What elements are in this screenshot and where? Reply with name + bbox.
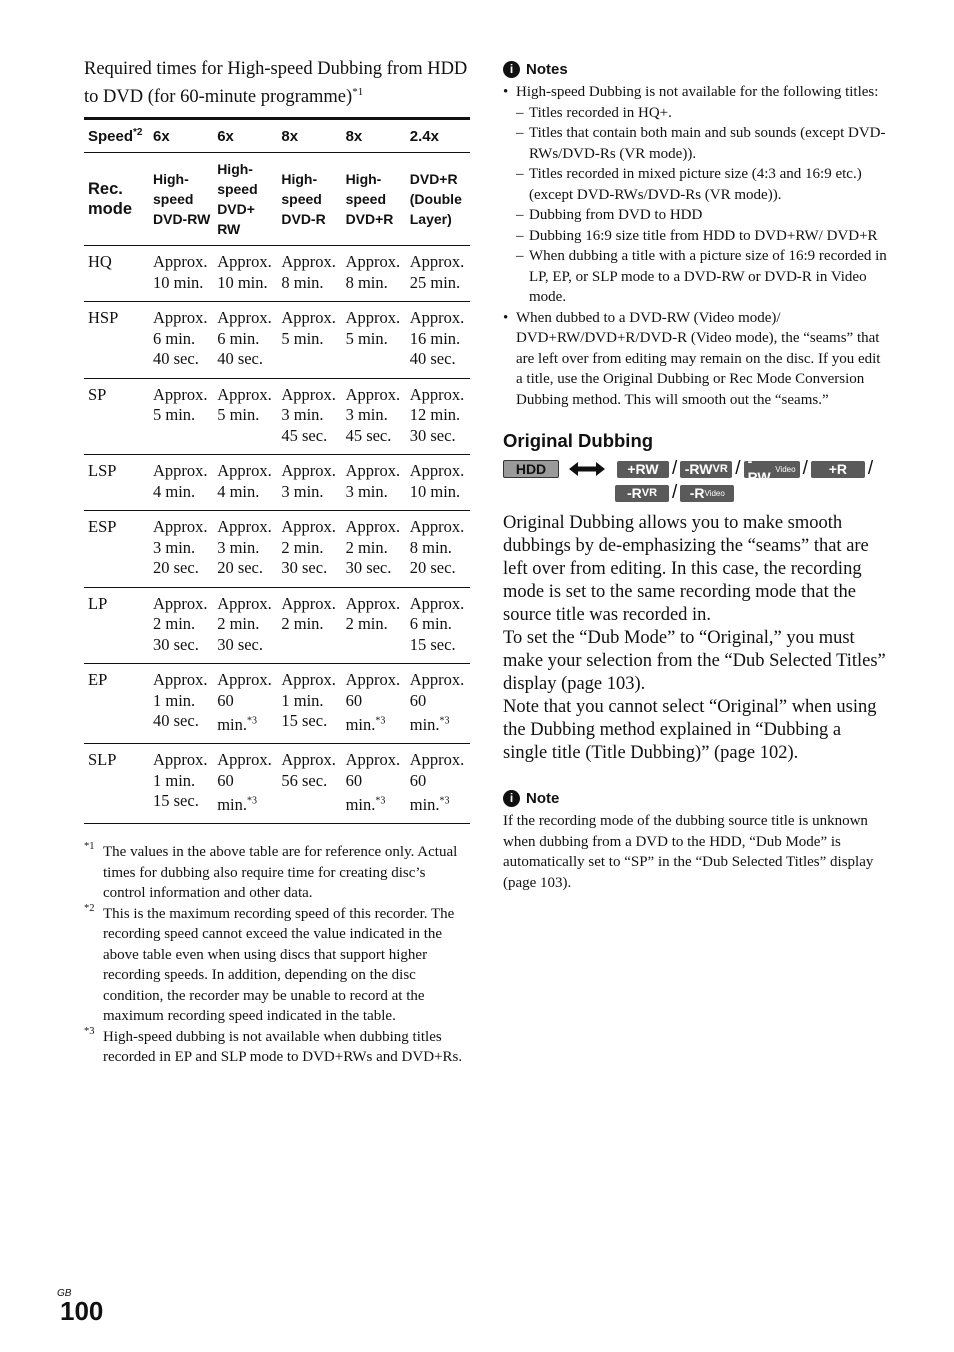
- badge-sub: Video: [775, 464, 796, 474]
- time-cell: [277, 455, 341, 511]
- table-caption: [84, 58, 470, 109]
- time-cell: [277, 744, 341, 824]
- time-cell: [213, 302, 277, 379]
- time-line: 40 sec.: [409, 349, 456, 369]
- original-dubbing-heading: Original Dubbing: [503, 430, 654, 451]
- time-line: Approx.: [217, 384, 272, 404]
- footnote-mark: *3: [246, 715, 257, 727]
- time-line: Approx.: [153, 517, 208, 537]
- time-line: Approx.: [345, 670, 401, 690]
- time-line: 40 sec.: [217, 349, 264, 369]
- media-cell: [149, 153, 213, 246]
- time-line: Approx.: [153, 252, 208, 272]
- footnote: [84, 842, 470, 904]
- time-line: 5 min.: [153, 405, 196, 425]
- rec-mode-label: Rec. mode: [84, 153, 149, 246]
- time-cell: [277, 378, 341, 455]
- media-line: DVD+: [217, 201, 255, 218]
- media-line: Layer): [409, 211, 452, 228]
- time-cell: [406, 744, 470, 824]
- media-line: DVD-R: [281, 211, 326, 228]
- time-line: Approx.: [345, 384, 401, 404]
- time-cell: [406, 511, 470, 588]
- footnote-mark: *3: [84, 1025, 95, 1037]
- note-sub-list: [516, 103, 888, 308]
- time-line: Approx.: [281, 593, 336, 613]
- time-line: 2 min.: [345, 537, 388, 557]
- page-region-code: GB: [57, 1288, 72, 1299]
- table-caption-text: Required times for High-speed Dubbing from HDD to DVD (for 60-minute programme): [84, 59, 468, 108]
- time-line: Approx.: [345, 461, 401, 481]
- time-line: 20 sec.: [409, 558, 456, 578]
- time-cell: [277, 664, 341, 744]
- speed-label: [84, 119, 149, 153]
- footnotes: [84, 842, 470, 1068]
- double-arrow-icon: [569, 461, 605, 477]
- time-line: [346, 715, 386, 734]
- time-cell: [277, 246, 341, 302]
- separator-slash: /: [735, 458, 741, 479]
- note-text: High-speed Dubbing is not available for the following titles:: [516, 84, 879, 100]
- dubbing-times-table: [84, 117, 470, 824]
- time-line: 4 min.: [217, 481, 260, 501]
- time-line: 2 min.: [281, 537, 324, 557]
- time-cell: [342, 511, 406, 588]
- footnote-mark: *1: [84, 841, 95, 853]
- media-cell: [342, 153, 406, 246]
- time-line: 30 sec.: [281, 558, 328, 578]
- time-cell: [342, 246, 406, 302]
- time-line: 30 sec.: [153, 634, 199, 654]
- time-line: Approx.: [281, 384, 336, 404]
- time-line: 6 min.: [409, 614, 452, 634]
- time-line: 45 sec.: [281, 425, 328, 445]
- time-cell: [213, 744, 277, 824]
- note-sub-item: – Titles recorded in mixed picture size (4:3 and 16:9 etc.) (except DVD-RWs/DVD-Rs (VR mode)).: [516, 164, 888, 205]
- time-line: Approx.: [345, 308, 401, 328]
- media-cell: [406, 153, 470, 246]
- time-cell: [213, 511, 277, 588]
- badge-main: -R: [626, 485, 642, 501]
- time-cell: [149, 587, 213, 664]
- time-line: 2 min.: [345, 614, 388, 634]
- media-cell: [277, 153, 341, 246]
- footnote: [84, 904, 470, 1027]
- time-line: Approx.: [345, 517, 401, 537]
- time-line: Approx.: [409, 593, 465, 613]
- badge-sub: VR: [712, 463, 728, 475]
- time-line: Approx.: [217, 517, 272, 537]
- media-line: speed: [153, 191, 194, 208]
- plus-r-badge: +R: [811, 461, 865, 478]
- time-line: 60: [345, 690, 363, 710]
- footnote-mark: *3: [439, 715, 450, 727]
- time-cell: [213, 378, 277, 455]
- badge-main: -RW: [684, 461, 713, 477]
- info-icon: i: [503, 790, 520, 807]
- time-cell: [213, 455, 277, 511]
- rec-mode-cell: SLP: [84, 744, 149, 824]
- time-line: 3 min.: [345, 405, 388, 425]
- time-line: 20 sec.: [153, 558, 199, 578]
- note-heading: [503, 787, 888, 809]
- note-sub-item: – Dubbing 16:9 size title from HDD to DVD+RW/ DVD+R: [516, 226, 888, 247]
- time-line: Approx.: [281, 750, 336, 770]
- time-cell: [406, 378, 470, 455]
- time-line: 5 min.: [345, 328, 388, 348]
- time-line: Approx.: [153, 308, 208, 328]
- right-column: [503, 58, 888, 893]
- time-line: 12 min.: [409, 405, 461, 425]
- time-cell: [213, 587, 277, 664]
- time-cell: [149, 378, 213, 455]
- left-column: [84, 58, 470, 1068]
- time-line: Approx.: [281, 308, 336, 328]
- time-line: 15 sec.: [409, 634, 456, 654]
- table-row: [84, 587, 470, 664]
- time-line: 8 min.: [281, 272, 324, 292]
- body-paragraph: Original Dubbing allows you to make smooth dubbings by de-emphasizing the “seams” that are left over from editing. In this case, the recording mode is set to the same recording mode that the source title was recorded in.: [503, 513, 869, 625]
- time-line: 5 min.: [217, 405, 260, 425]
- time-line: 8 min.: [345, 272, 388, 292]
- note-text: When dubbed to a DVD-RW (Video mode)/ DVD+RW/DVD+R/DVD-R (Video mode), the “seams” that are left over from editing may remain on the disc. If you edit a title, use the Original Dubbing or Rec Mode Conversion Dubbing method. This will smooth out the “seams.”: [516, 309, 881, 408]
- table-row: [84, 511, 470, 588]
- time-line: 2 min.: [281, 614, 324, 634]
- note-sub-item: – When dubbing a title with a picture size of 16:9 recorded in LP, EP, or SLP mode to a DVD-RW or DVD-R in Video mode.: [516, 246, 888, 308]
- time-line: Approx.: [281, 461, 336, 481]
- minus-rw-video-badge: [744, 453, 800, 485]
- time-line: Approx.: [281, 252, 336, 272]
- time-line: 3 min.: [153, 537, 196, 557]
- footnote-mark: *2: [84, 902, 95, 914]
- time-line: 4 min.: [153, 481, 196, 501]
- time-line: 6 min.: [217, 328, 260, 348]
- time-line: 30 sec.: [345, 558, 392, 578]
- media-line: High-: [217, 161, 253, 178]
- media-line: High-: [281, 171, 318, 188]
- time-text: min.: [409, 794, 440, 814]
- time-line: Approx.: [217, 593, 272, 613]
- hdd-badge: HDD: [503, 460, 559, 478]
- media-line: speed: [281, 191, 322, 208]
- time-line: 60: [409, 770, 427, 790]
- time-line: Approx.: [281, 670, 336, 690]
- time-cell: [149, 302, 213, 379]
- time-line: 40 sec.: [153, 349, 199, 369]
- footnote-mark: *3: [246, 795, 257, 807]
- speed-cell: 8x: [277, 119, 341, 153]
- note-sub-item: – Titles that contain both main and sub sounds (except DVD-RWs/DVD-Rs (VR mode)).: [516, 123, 888, 164]
- note-text: If the recording mode of the dubbing source title is unknown when dubbing from a DVD to the HDD, “Dub Mode” is automatically set to “SP” in the “Dub Selected Titles” display (page 103).: [503, 813, 874, 891]
- note-section: [503, 787, 888, 893]
- time-line: 25 min.: [409, 272, 461, 292]
- time-line: Approx.: [281, 517, 336, 537]
- rec-mode-cell: SP: [84, 378, 149, 455]
- note-sub-item: – Titles recorded in HQ+.: [516, 103, 888, 124]
- media-line: DVD+R: [409, 171, 458, 188]
- footnote-text: High-speed dubbing is not available when dubbing titles recorded in EP and SLP mode to DVD+RWs and DVD+Rs.: [103, 1028, 463, 1066]
- rec-mode-cell: HSP: [84, 302, 149, 379]
- time-cell: [406, 302, 470, 379]
- time-line: Approx.: [345, 593, 401, 613]
- time-text: min.: [217, 714, 247, 734]
- table-row: [84, 744, 470, 824]
- time-cell: [149, 744, 213, 824]
- time-line: Approx.: [409, 670, 465, 690]
- time-text: min.: [409, 714, 440, 734]
- footnote-text: This is the maximum recording speed of this recorder. The recording speed cannot exceed the value indicated in the above table even when using discs that support higher recording speeds. In addition, depending on the disc condition, the recorder may be unable to record at the maximum recording speed indicated in the table.: [103, 905, 455, 1025]
- speed-cell: 6x: [213, 119, 277, 153]
- minus-rw-vr-badge: [680, 461, 732, 478]
- media-line: RW: [217, 221, 241, 238]
- time-line: Approx.: [217, 750, 272, 770]
- time-cell: [277, 511, 341, 588]
- time-line: Approx.: [217, 461, 272, 481]
- time-line: 30 sec.: [217, 634, 264, 654]
- media-line: High-: [153, 171, 189, 188]
- media-compat-row: [503, 453, 888, 485]
- minus-r-video-badge: [680, 485, 734, 502]
- time-line: 8 min.: [409, 537, 452, 557]
- time-cell: [342, 378, 406, 455]
- time-line: Approx.: [409, 461, 465, 481]
- time-line: Approx.: [409, 308, 465, 328]
- time-line: Approx.: [153, 384, 208, 404]
- footnote-mark: *3: [375, 795, 386, 807]
- time-line: 2 min.: [217, 614, 260, 634]
- time-line: 40 sec.: [153, 711, 199, 731]
- separator-slash: /: [672, 482, 678, 503]
- speed-label-text: Speed: [88, 128, 134, 146]
- time-line: [410, 715, 450, 734]
- time-cell: [149, 455, 213, 511]
- speed-cell: 8x: [342, 119, 406, 153]
- time-cell: [342, 744, 406, 824]
- time-line: 60: [409, 690, 427, 710]
- time-cell: [406, 455, 470, 511]
- time-cell: [213, 664, 277, 744]
- original-dubbing-body: [503, 512, 888, 765]
- time-line: 2 min.: [153, 614, 196, 634]
- time-line: Approx.: [409, 750, 465, 770]
- media-line: High-: [345, 171, 382, 188]
- time-cell: [406, 664, 470, 744]
- time-line: [346, 795, 386, 814]
- time-line: 1 min.: [281, 690, 324, 710]
- footnote-mark: *3: [439, 795, 450, 807]
- time-cell: [149, 664, 213, 744]
- time-line: 60: [217, 770, 234, 790]
- table-row: [84, 302, 470, 379]
- speed-cell: 6x: [149, 119, 213, 153]
- time-line: 15 sec.: [153, 791, 199, 811]
- body-paragraph: To set the “Dub Mode” to “Original,” you must make your selection from the “Dub Selected Titles” display (page 103).: [503, 628, 886, 694]
- rec-mode-cell: EP: [84, 664, 149, 744]
- footnote-mark: *2: [133, 127, 143, 139]
- time-line: 5 min.: [281, 328, 324, 348]
- table-row: [84, 378, 470, 455]
- rec-mode-cell: ESP: [84, 511, 149, 588]
- time-line: 3 min.: [217, 537, 260, 557]
- time-line: 3 min.: [281, 481, 324, 501]
- rec-mode-cell: LP: [84, 587, 149, 664]
- media-line: DVD-RW: [153, 211, 211, 228]
- speed-cell: 2.4x: [406, 119, 470, 153]
- time-line: 10 min.: [409, 481, 461, 501]
- time-cell: [342, 587, 406, 664]
- separator-slash: /: [867, 458, 874, 479]
- time-cell: [213, 246, 277, 302]
- footnote-mark: *3: [375, 715, 386, 727]
- time-line: Approx.: [153, 593, 208, 613]
- time-line: Approx.: [217, 670, 272, 690]
- footnote: [84, 1027, 470, 1068]
- speed-header-row: [84, 119, 470, 153]
- footnote-mark: *1: [352, 86, 364, 98]
- time-line: 60: [217, 690, 234, 710]
- time-line: Approx.: [153, 670, 208, 690]
- time-text: min.: [345, 714, 376, 734]
- rec-mode-cell: LSP: [84, 455, 149, 511]
- time-line: [217, 795, 257, 814]
- time-line: 60: [345, 770, 363, 790]
- media-header-row: [84, 153, 470, 246]
- table-row: [84, 455, 470, 511]
- time-line: 45 sec.: [345, 425, 392, 445]
- separator-slash: /: [802, 458, 808, 479]
- time-line: Approx.: [153, 750, 208, 770]
- separator-slash: /: [672, 458, 678, 479]
- time-cell: [406, 587, 470, 664]
- time-cell: [149, 246, 213, 302]
- media-line: DVD+R: [345, 211, 394, 228]
- time-cell: [277, 302, 341, 379]
- notes-heading: [503, 58, 888, 80]
- media-line: (Double: [409, 191, 462, 208]
- table-row: [84, 664, 470, 744]
- time-line: 16 min.: [409, 328, 461, 348]
- body-paragraph: Note that you cannot select “Original” when using the Dubbing method explained in “Dubbing a single title (Title Dubbing)” (page 102).: [503, 697, 877, 763]
- rec-mode-cell: HQ: [84, 246, 149, 302]
- time-line: 10 min.: [153, 272, 204, 292]
- time-cell: [406, 246, 470, 302]
- time-line: Approx.: [345, 252, 401, 272]
- table-body: [84, 153, 470, 824]
- badge-sub: VR: [641, 487, 658, 499]
- notes-heading-text: Notes: [526, 60, 568, 78]
- plus-rw-badge: +RW: [617, 461, 669, 478]
- badge-main: -R: [689, 485, 705, 501]
- badge-sub: Video: [704, 488, 725, 498]
- time-line: 15 sec.: [281, 711, 328, 731]
- time-cell: [342, 302, 406, 379]
- time-cell: [342, 664, 406, 744]
- time-line: 6 min.: [153, 328, 196, 348]
- note-item: [503, 308, 888, 411]
- time-line: Approx.: [409, 517, 465, 537]
- badge-main: -RW: [747, 453, 771, 485]
- footnote-text: The values in the above table are for reference only. Actual times for dubbing also require time for creating disc’s control information and other data.: [103, 844, 458, 902]
- note-sub-item: – Dubbing from DVD to HDD: [516, 205, 888, 226]
- time-line: 56 sec.: [281, 770, 328, 790]
- time-line: 3 min.: [345, 481, 388, 501]
- table-row: [84, 246, 470, 302]
- time-text: min.: [217, 794, 247, 814]
- time-line: Approx.: [217, 252, 272, 272]
- note-heading-text: Note: [526, 789, 560, 807]
- time-line: Approx.: [409, 384, 465, 404]
- time-line: Approx.: [217, 308, 272, 328]
- time-line: [410, 795, 450, 814]
- media-cell: [213, 153, 277, 246]
- time-cell: [277, 587, 341, 664]
- time-cell: [342, 455, 406, 511]
- media-line: speed: [217, 181, 258, 198]
- time-line: 3 min.: [281, 405, 324, 425]
- media-compat-row-2: [503, 482, 888, 504]
- notes-list: [503, 82, 888, 410]
- media-line: speed: [345, 191, 387, 208]
- time-line: 10 min.: [217, 272, 268, 292]
- time-text: min.: [345, 794, 376, 814]
- info-icon: i: [503, 61, 520, 78]
- time-line: Approx.: [345, 750, 401, 770]
- time-line: 20 sec.: [217, 558, 264, 578]
- time-line: 30 sec.: [409, 425, 456, 445]
- time-line: 1 min.: [153, 690, 196, 710]
- time-line: 1 min.: [153, 770, 196, 790]
- time-line: Approx.: [409, 252, 465, 272]
- minus-r-vr-badge: [615, 485, 669, 502]
- page-number: 100: [60, 1296, 104, 1326]
- time-line: [217, 715, 257, 734]
- time-cell: [149, 511, 213, 588]
- note-item: [503, 82, 888, 308]
- time-line: Approx.: [153, 461, 208, 481]
